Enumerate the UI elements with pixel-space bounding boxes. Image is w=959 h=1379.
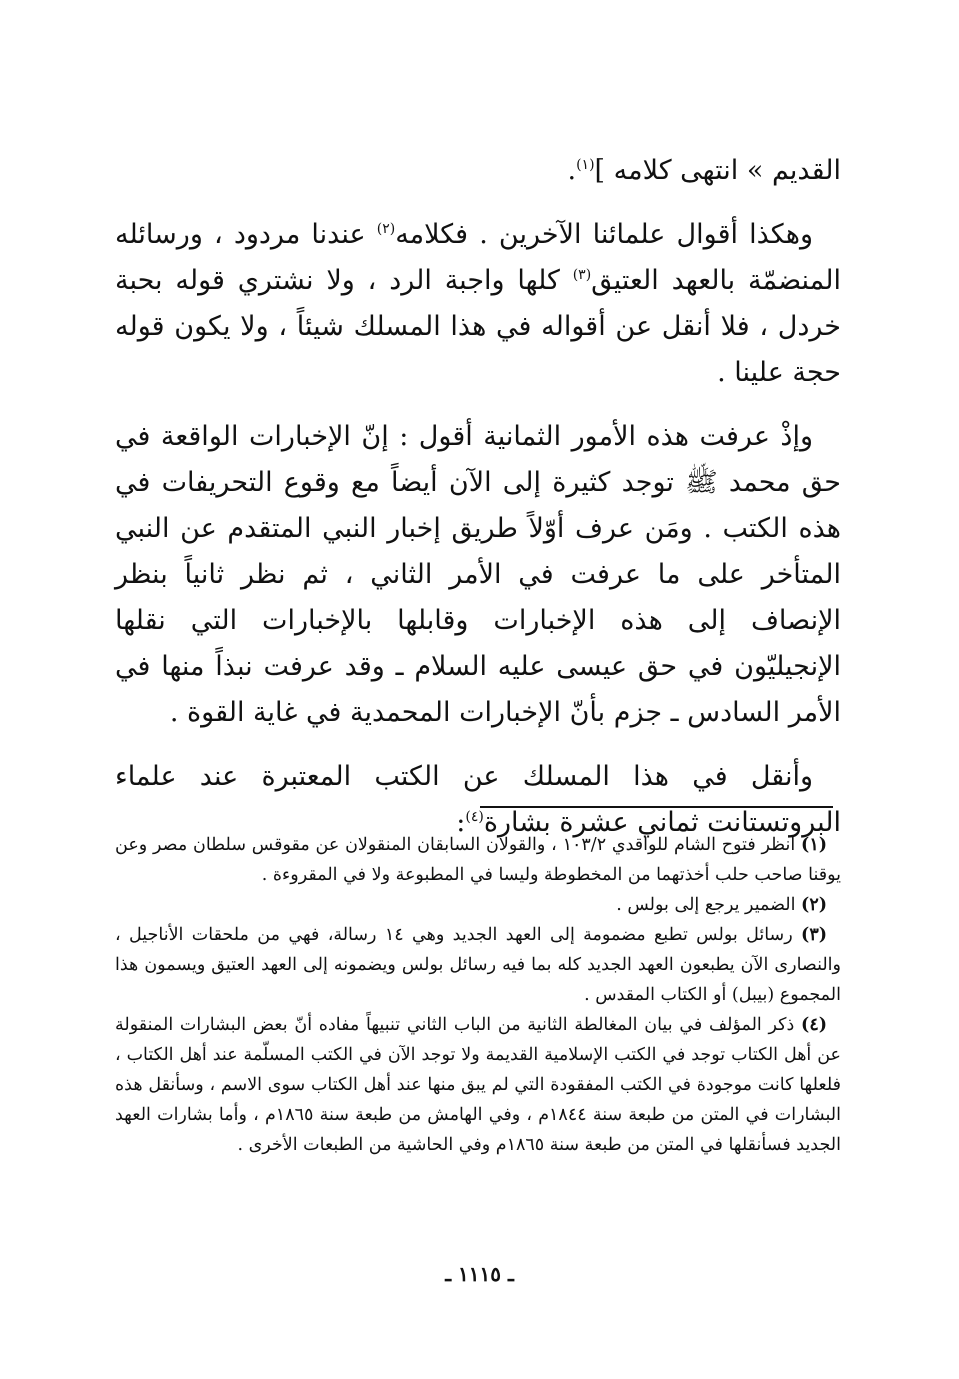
footnote-divider [480, 806, 833, 808]
footnote-3 [115, 920, 841, 1010]
footnote-1-number: (١) [801, 835, 827, 855]
footnote-2-text: الضمير يرجع إلى بولس . [616, 895, 802, 915]
paragraph-2 [115, 212, 841, 396]
footnote-ref-1: (١) [576, 157, 595, 173]
footnote-3-text: رسائل بولس تطبع مضمومة إلى العهد الجديد وهي ١٤ رسالة، فهي من ملحقات الأناجيل ، والنصارى الآن يطبعون العهد الجديد كله بما فيه رسائل بولس ويضمونه إلى العهد العتيق ويسمون هذا المجموع (بيبل) أو الكتاب المقدس . [115, 925, 841, 1005]
paragraph-3-text: وإذْ عرفت هذه الأمور الثمانية أقول : إنّ الإخبارات الواقعة في حق محمد ﷺ توجد كثيرة إلى الآن أيضاً مع وقوع التحريفات في هذه الكتب . ومَن عرف أوّلاً طريق إخبار النبي المتقدم عن النبي المتأخر على ما عرفت في الأمر الثاني ، ثم نظر ثانياً بنظر الإنصاف إلى هذه الإخبارات وقابلها بالإخبارات التي نقلها الإنجيليّون في حق عيسى عليه السلام ـ وقد عرفت نبذاً منها في الأمر السادس ـ جزم بأنّ الإخبارات المحمدية في غاية القوة . [115, 421, 841, 728]
footnote-ref-3: (٣) [572, 267, 592, 283]
footnote-2 [115, 890, 841, 920]
page-number: ـ ١١١٥ ـ [445, 1262, 514, 1286]
paragraph-2-text-a: وهكذا أقوال علمائنا الآخرين . فكلامه [395, 219, 813, 250]
main-text [115, 148, 841, 864]
footnote-2-number: (٢) [801, 895, 827, 915]
footnote-4-text: ذكر المؤلف في بيان المغالطة الثانية من الباب الثاني تنبيهاً مفاده أنّ بعض البشارات المنقولة عن أهل الكتاب توجد في الكتب الإسلامية القديمة ولا توجد الآن في الكتب المسلّمة عند أهل الكتاب ، فلعلها كانت موجودة في الكتب المفقودة التي لم يبق منها عند أهل الكتاب سوى الاسم ، وسأنقل هذه البشارات في المتن من طبعة سنة ١٨٤٤م ، وفي الهامش من طبعة سنة ١٨٦٥م ، وأما بشارات العهد الجديد فسأنقلها في المتن من طبعة سنة ١٨٦٥م وفي الحاشية من الطبعات الأخرى . [115, 1015, 841, 1155]
paragraph-2-text-b: عندنا مردود ، ورسائله المنضمّة بالعهد العتيق [115, 219, 842, 296]
paragraph-1-end: . [567, 155, 577, 186]
footnote-1-text: انظر فتوح الشام للواقدي ١٠٣/٢ ، والقولان السابقان المنقولان عن مقوقس سلطان مصر وعن يوقنا صاحب حلب أخذتهما من المخطوطة وليسا في المطبوعة ولا في المقروءة . [115, 835, 841, 885]
footnote-ref-4: (٤) [465, 809, 484, 825]
paragraph-4-end: : [456, 807, 466, 838]
footnote-4-number: (٤) [801, 1015, 827, 1035]
paragraph-4-text: وأنقل في هذا المسلك عن الكتب المعتبرة عند علماء البروتستانت ثماني عشرة بشارة [115, 761, 841, 838]
footnotes [115, 830, 841, 1160]
paragraph-2-text-c: كلها واجبة الرد ، ولا نشتري قوله بحبة خردل ، فلا أنقل عن أقواله في هذا المسلك شيئاً ، ولا يكون قوله حجة علينا . [115, 265, 841, 388]
paragraph-1 [115, 148, 841, 194]
footnote-ref-2: (٢) [376, 221, 396, 237]
paragraph-3 [115, 414, 841, 736]
footnote-1 [115, 830, 841, 890]
footnote-3-number: (٣) [801, 925, 827, 945]
paragraph-1-text: القديم » انتهى كلامه ] [594, 155, 841, 186]
footnote-4 [115, 1010, 841, 1160]
